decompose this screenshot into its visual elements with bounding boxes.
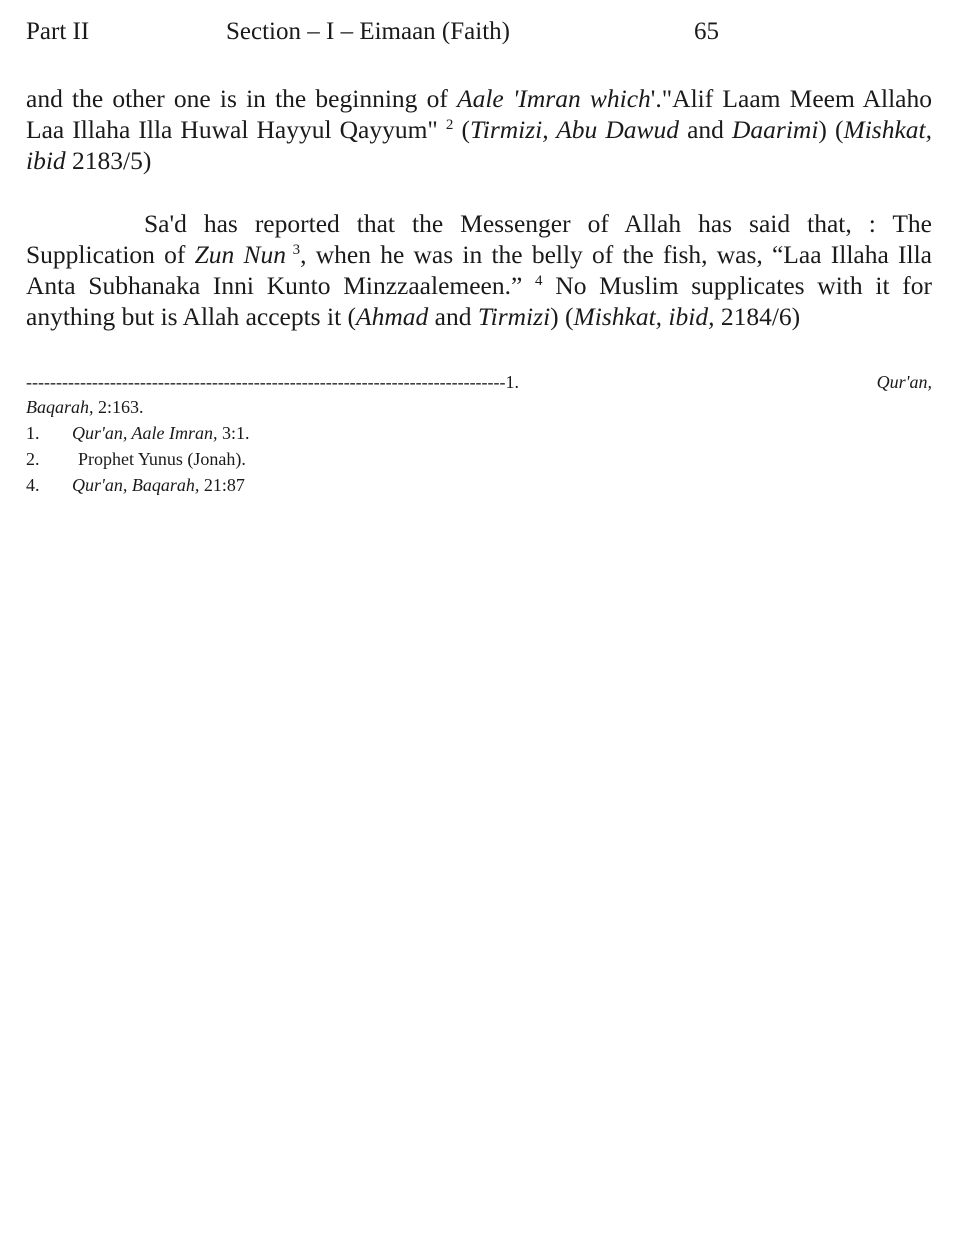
part-label: Part II (26, 18, 90, 45)
footnote-item (26, 420, 932, 446)
footnote-item-1-cont (26, 394, 932, 420)
body-paragraph-1 (26, 83, 932, 176)
footnote-ref: 21:87 (199, 475, 245, 495)
footnote-separator-line (26, 370, 932, 394)
source-reference: Ahmad (356, 302, 429, 331)
footnote-source: Qur'an, Baqarah, (72, 475, 200, 495)
italic-text: Aale 'Imran which (457, 84, 651, 113)
footnotes (26, 370, 932, 498)
source-reference: Tirmizi, Abu Dawud (469, 115, 680, 144)
text: and (428, 302, 478, 331)
footnote-number: 1. (26, 423, 40, 443)
footnote-ref: 2:163. (93, 397, 144, 417)
footnote-ref-3: 3 (286, 242, 301, 258)
text: ) ( (818, 115, 844, 144)
text: ) ( (550, 302, 574, 331)
source-reference: Mishkat, ibid, (573, 302, 715, 331)
footnote-item (26, 446, 932, 472)
section-title: Section – I – Eimaan (Faith) (226, 18, 510, 45)
footnote-separator: --------------------------------------------------------------------------------1. (26, 372, 520, 392)
footnote-item (26, 472, 932, 498)
italic-text: Zun Nun (194, 240, 287, 269)
source-reference: Mishkat, ibid (26, 115, 932, 175)
footnote-number: 2. (26, 449, 40, 469)
page-header (26, 18, 726, 52)
text: and the other one is in the beginning of (26, 84, 458, 113)
footnote-source: Qur'an, Aale Imran, (72, 423, 218, 443)
page-number: 65 (694, 18, 719, 45)
footnote-ref-2: 2 (445, 117, 454, 133)
text: No Muslim supplicates with it for anything but is Allah accepts it ( (26, 271, 932, 331)
text: and (679, 115, 732, 144)
footnote-ref-4: 4 (535, 273, 543, 289)
footnote-source: Baqarah, (26, 397, 94, 417)
text: ( (453, 115, 470, 144)
text: 2183/5) (65, 146, 152, 175)
text: 2184/6) (714, 302, 801, 331)
body-paragraph-2 (26, 208, 932, 332)
footnote-source: Qur'an, (876, 372, 932, 392)
text: Sa'd has reported that the Messenger of Allah has said that, : The Supplication of (26, 209, 932, 269)
footnote-ref: 3:1. (217, 423, 250, 443)
source-reference: Daarimi (731, 115, 819, 144)
text: , when he was in the belly of the fish, was, “Laa Illaha Illa Anta Subhanaka Inni Kunto Minzzaalemeen.” (26, 240, 932, 300)
footnote-number: 4. (26, 475, 40, 495)
footnote-ref: Prophet Yunus (Jonah). (78, 449, 246, 469)
text: '."Alif Laam Meem Allaho Laa Illaha Illa Huwal Hayyul Qayyum" (26, 84, 932, 144)
source-reference: Tirmizi (477, 302, 551, 331)
